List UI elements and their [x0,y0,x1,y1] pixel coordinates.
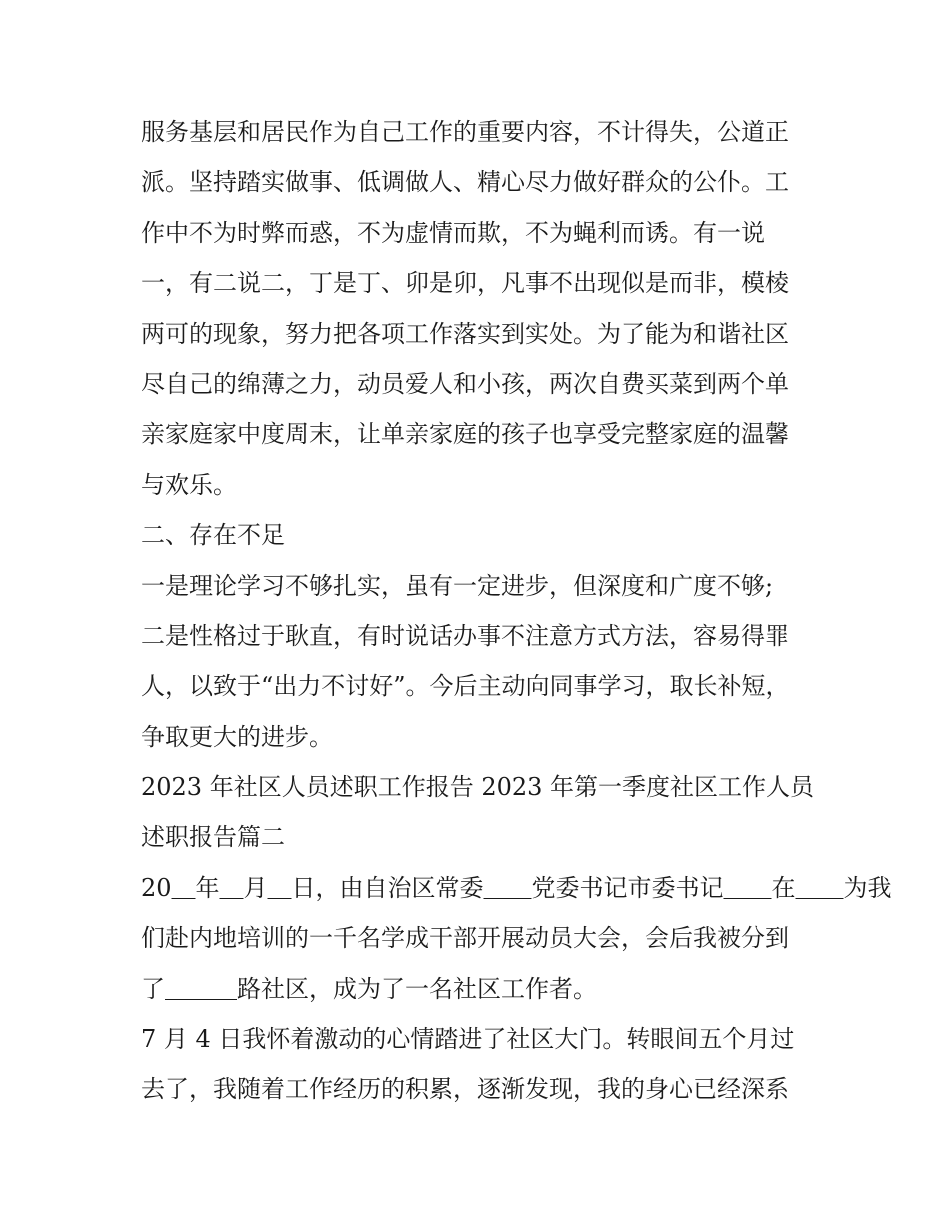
text-line: 与欢乐。 [141,470,237,499]
document-body [141,107,892,1115]
section-heading: 二、存在不足 [141,521,285,550]
text-line: 二是性格过于耿直，有时说话办事不注意方式方法，容易得罪 [141,621,789,650]
report-title: 述职报告篇二 [141,823,285,852]
text-line: 一是理论学习不够扎实，虽有一定进步，但深度和广度不够; [141,571,774,600]
text-line: 作中不为时弊而惑，不为虚情而欺，不为蝇利而诱。有一说 [141,218,765,247]
text-line: 7 月 4 日我怀着激动的心情踏进了社区大门。转眼间五个月过 [141,1025,795,1054]
text-line: 服务基层和居民作为自己工作的重要内容，不计得失，公道正 [141,118,789,146]
text-line: 尽自己的绵薄之力，动员爱人和小孩，两次自费买菜到两个单 [141,369,789,398]
text-line: 争取更大的进步。 [141,722,333,751]
text-line: 两可的现象，努力把各项工作落实到实处。为了能为和谐社区 [141,319,789,348]
text-line: 们赴内地培训的一千名学成干部开展动员大会，会后我被分到 [141,924,789,953]
text-line: 派。坚持踏实做事、低调做人、精心尽力做好群众的公仆。工 [141,168,789,197]
text-line: 去了，我随着工作经历的积累，逐渐发现，我的身心已经深系 [141,1075,789,1104]
text-line: 一，有二说二，丁是丁、卯是卯，凡事不出现似是而非，模棱 [141,269,789,298]
text-line: 人，以致于“出力不讨好”。今后主动向同事学习，取长补短， [141,672,790,701]
text-line: 亲家庭家中度周末，让单亲家庭的孩子也享受完整家庭的温馨 [141,420,789,449]
text-line: 20＿年＿月＿日，由自治区常委＿＿党委书记市委书记＿＿在＿＿为我 [141,873,892,902]
text-line: 了＿＿＿路社区，成为了一名社区工作者。 [141,974,597,1003]
report-title: 2023 年社区人员述职工作报告 2023 年第一季度社区工作人员 [141,773,815,802]
